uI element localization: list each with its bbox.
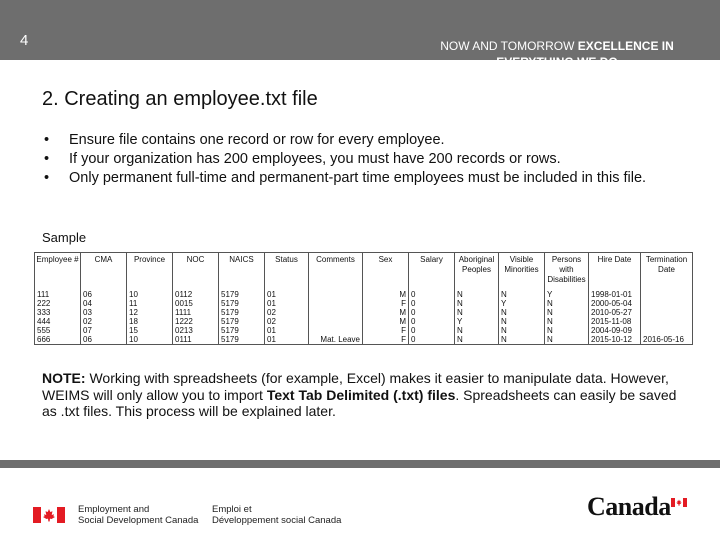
dept-fr-line-2: Développement social Canada <box>212 515 342 526</box>
table-cell: 0213 <box>173 326 219 335</box>
dept-fr-line-1: Emploi et <box>212 504 252 515</box>
table-header-cell: Salary <box>409 253 455 288</box>
table-cell: M <box>363 308 409 317</box>
table-header-cell: NAICS <box>219 253 265 288</box>
note-paragraph <box>42 370 682 420</box>
note-lead: NOTE: <box>42 370 86 386</box>
table-row <box>35 308 693 317</box>
table-cell: Mat. Leave <box>309 335 363 345</box>
table-cell: 2015-11-08 <box>589 317 641 326</box>
table-header-cell: NOC <box>173 253 219 288</box>
table-cell <box>641 299 693 308</box>
dept-en-line-2: Social Development Canada <box>78 515 199 526</box>
table-cell <box>309 308 363 317</box>
tagline-bold: EXCELLENCE IN EVERYTHING WE DO <box>496 39 674 69</box>
table-header-cell: Persons with Disabilities <box>545 253 589 288</box>
table-cell: Y <box>545 287 589 299</box>
table-cell <box>641 326 693 335</box>
slide-title: 2. Creating an employee.txt file <box>42 88 318 110</box>
table-cell: N <box>499 287 545 299</box>
slide-header <box>0 0 720 69</box>
table-cell: N <box>545 308 589 317</box>
table-cell: N <box>455 287 499 299</box>
table-cell: 0 <box>409 299 455 308</box>
table-cell: 0 <box>409 308 455 317</box>
table-cell: 10 <box>127 287 173 299</box>
table-cell: 5179 <box>219 308 265 317</box>
table-cell: 01 <box>265 299 309 308</box>
table-cell: N <box>545 299 589 308</box>
table-cell: Y <box>455 317 499 326</box>
sample-label: Sample <box>42 230 87 245</box>
table-cell: 5179 <box>219 317 265 326</box>
table-row <box>35 317 693 326</box>
table-row <box>35 287 693 299</box>
table-cell: 1998-01-01 <box>589 287 641 299</box>
table-cell: 10 <box>127 335 173 345</box>
canada-wordmark: Canada <box>587 492 671 521</box>
table-cell: F <box>363 326 409 335</box>
table-header-cell: Aboriginal Peoples <box>455 253 499 288</box>
bullet-item: • If your organization has 200 employees, you must have 200 records or rows. <box>44 150 684 169</box>
table-cell: 15 <box>127 326 173 335</box>
table-row <box>35 335 693 345</box>
table-cell: 01 <box>265 335 309 345</box>
table-cell: 2016-05-16 <box>641 335 693 345</box>
table-cell: 12 <box>127 308 173 317</box>
table-cell <box>641 287 693 299</box>
table-cell <box>641 308 693 317</box>
canada-flag-icon <box>33 507 65 523</box>
table-cell: 1111 <box>173 308 219 317</box>
table-cell: 06 <box>81 335 127 345</box>
department-name-french <box>212 504 341 526</box>
table-cell: M <box>363 317 409 326</box>
table-cell: 666 <box>35 335 81 345</box>
table-cell: 2015-10-12 <box>589 335 641 345</box>
table-cell: 11 <box>127 299 173 308</box>
tagline <box>414 38 700 70</box>
table-cell: N <box>499 308 545 317</box>
table-cell: N <box>455 326 499 335</box>
table-header-cell: Province <box>127 253 173 288</box>
table-cell: 444 <box>35 317 81 326</box>
table-header-cell: Comments <box>309 253 363 288</box>
table-header-cell: Employee # <box>35 253 81 288</box>
table-header-cell: Termination Date <box>641 253 693 288</box>
table-cell: 18 <box>127 317 173 326</box>
table-cell: 0 <box>409 317 455 326</box>
table-cell <box>309 299 363 308</box>
table-row <box>35 299 693 308</box>
table-header-cell: CMA <box>81 253 127 288</box>
table-cell <box>309 287 363 299</box>
table-cell: F <box>363 299 409 308</box>
table-header-cell: Sex <box>363 253 409 288</box>
table-cell: 0111 <box>173 335 219 345</box>
table-cell: 0112 <box>173 287 219 299</box>
sample-table <box>34 252 693 345</box>
table-cell: N <box>499 317 545 326</box>
table-cell: 5179 <box>219 287 265 299</box>
table-cell: 04 <box>81 299 127 308</box>
table-cell: Y <box>499 299 545 308</box>
table-cell: N <box>499 326 545 335</box>
table-cell: N <box>545 326 589 335</box>
table-cell: 02 <box>81 317 127 326</box>
table-cell: 222 <box>35 299 81 308</box>
table-cell: F <box>363 335 409 345</box>
table-cell: N <box>545 335 589 345</box>
footer-bar <box>0 460 720 468</box>
table-cell: 01 <box>265 287 309 299</box>
table-cell: N <box>499 335 545 345</box>
table-cell: 555 <box>35 326 81 335</box>
bullet-item: • Ensure file contains one record or row for every employee. <box>44 131 684 150</box>
table-header-row <box>35 253 693 288</box>
table-cell: 333 <box>35 308 81 317</box>
table-cell <box>309 326 363 335</box>
table-cell: 111 <box>35 287 81 299</box>
note-bold: Text Tab Delimited (.txt) files <box>266 386 456 403</box>
table-cell: 07 <box>81 326 127 335</box>
table-row <box>35 326 693 335</box>
note-text-1: Working with spreadsheets (for example, Excel) makes it easier to manipulate data. However, WEIMS will only allow you to import <box>42 370 669 403</box>
table-cell: 0 <box>409 287 455 299</box>
wordmark-flag-icon <box>671 498 687 507</box>
bullet-list <box>44 131 684 188</box>
table-cell: 01 <box>265 326 309 335</box>
table-cell: 0015 <box>173 299 219 308</box>
table-cell: 5179 <box>219 326 265 335</box>
table-cell: 02 <box>265 308 309 317</box>
table-cell: N <box>455 308 499 317</box>
table-cell: N <box>455 335 499 345</box>
table-cell: 0 <box>409 326 455 335</box>
table-cell: 1222 <box>173 317 219 326</box>
page-number: 4 <box>20 32 29 49</box>
table-cell: 2004-09-09 <box>589 326 641 335</box>
table-cell: 0 <box>409 335 455 345</box>
bullet-item: • Only permanent full-time and permanent-part time employees must be included in this file. <box>44 169 684 188</box>
table-cell <box>641 317 693 326</box>
note-text-2: . Spreadsheets can easily be saved as .txt files. This process will be explained later. <box>42 386 677 419</box>
table-cell <box>309 317 363 326</box>
table-cell: N <box>455 299 499 308</box>
table-cell: N <box>545 317 589 326</box>
tagline-prefix: NOW AND TOMORROW <box>440 39 575 53</box>
table-cell: 2000-05-04 <box>589 299 641 308</box>
table-cell: 03 <box>81 308 127 317</box>
table-header-cell: Hire Date <box>589 253 641 288</box>
department-name-english <box>78 504 198 526</box>
table-cell: 2010-05-27 <box>589 308 641 317</box>
table-header-cell: Status <box>265 253 309 288</box>
dept-en-line-1: Employment and <box>78 504 150 515</box>
table-cell: 5179 <box>219 299 265 308</box>
table-header-cell: Visible Minorities <box>499 253 545 288</box>
table-cell: 02 <box>265 317 309 326</box>
table-cell: 06 <box>81 287 127 299</box>
table-cell: 5179 <box>219 335 265 345</box>
table-cell: M <box>363 287 409 299</box>
